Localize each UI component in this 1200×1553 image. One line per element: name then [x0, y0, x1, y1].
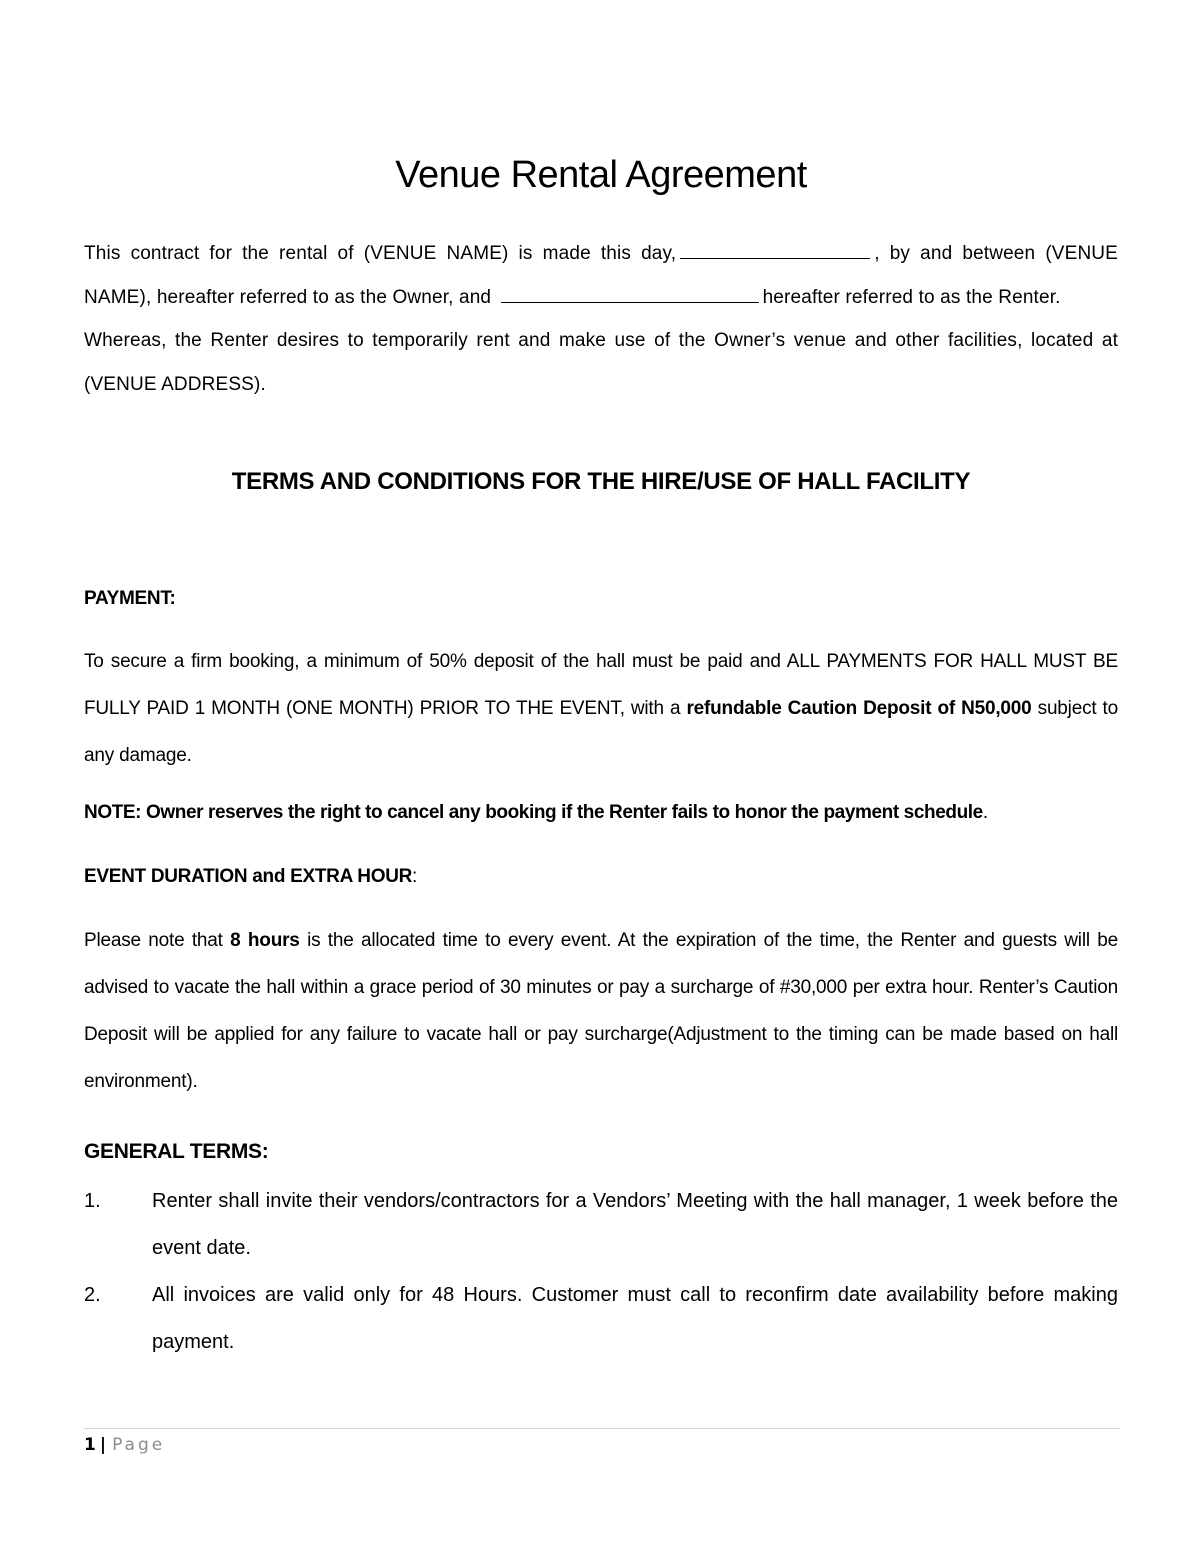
list-item-text: Renter shall invite their vendors/contractors for a Vendors’ Meeting with the hall manager, 1 week before the event date. — [152, 1190, 1118, 1259]
payment-heading: PAYMENT: — [84, 588, 176, 609]
duration-hours: 8 hours — [230, 930, 300, 951]
list-item-text: All invoices are valid only for 48 Hours. Customer must call to reconfirm date availability before making payment. — [152, 1284, 1118, 1353]
terms-section-title: TERMS AND CONDITIONS FOR THE HIRE/USE OF HALL FACILITY — [231, 468, 971, 495]
payment-paragraph — [84, 638, 1118, 779]
duration-text-1: Please note that — [84, 930, 223, 951]
renter-blank-line — [501, 282, 759, 303]
list-item — [84, 1272, 1118, 1366]
intro-section — [84, 232, 1118, 406]
date-blank-line — [680, 238, 870, 259]
intro-paragraph-1 — [84, 232, 1118, 319]
list-item-number: 2. — [84, 1284, 101, 1306]
payment-text-1: To secure a firm booking, a minimum of 50% deposit of the hall must be paid and ALL PAYMENTS FOR HALL MUST BE FULLY PAID 1 MONTH (ONE MONTH) PRIOR TO THE EVENT, with a — [84, 651, 1118, 719]
general-terms-list — [84, 1178, 1118, 1366]
duration-text-2: is the allocated time to every event. At the expiration of the time, the Renter and guests will be advised to vacate the hall within a grace period of 30 minutes or pay a surcharge of #30,000 per extra hour. Renter’s Caution Deposit will be applied for any failure to vacate hall or pay surcharge(Adjustment to the timing can be made based on hall environment). — [84, 930, 1118, 1092]
list-item — [84, 1178, 1118, 1272]
duration-heading-text: EVENT DURATION and EXTRA HOUR — [84, 866, 413, 887]
footer-divider — [84, 1428, 1120, 1429]
payment-caution-deposit: refundable Caution Deposit of N50,000 — [686, 698, 1032, 719]
general-terms-heading: GENERAL TERMS: — [84, 1140, 269, 1163]
list-item-number: 1. — [84, 1190, 101, 1212]
document-body — [84, 150, 1118, 1366]
intro-text-2: , by and between (VENUE NAME), hereafter referred to as the Owner, and — [84, 243, 1119, 308]
payment-text-2: subject to any damage. — [84, 698, 1118, 766]
intro-paragraph-2: Whereas, the Renter desires to temporarily rent and make use of the Owner’s venue and other facilities, located at (VENUE ADDRESS). — [84, 330, 1118, 395]
intro-text-3: hereafter referred to as the Renter. — [762, 286, 1061, 308]
footer-separator: | — [99, 1435, 107, 1455]
payment-note — [84, 800, 1118, 826]
page-number: 1 — [84, 1435, 96, 1455]
payment-note-text: NOTE: Owner reserves the right to cancel any booking if the Renter fails to honor the payment schedule — [84, 802, 983, 823]
page-footer — [84, 1433, 165, 1457]
duration-paragraph — [84, 917, 1118, 1105]
intro-text-1: This contract for the rental of (VENUE NAME) is made this day, — [84, 243, 677, 264]
page-label: Page — [112, 1435, 166, 1455]
duration-heading-end: : — [412, 866, 418, 887]
duration-heading — [84, 864, 1118, 890]
payment-note-end: . — [982, 802, 988, 823]
document-title: Venue Rental Agreement — [395, 154, 807, 196]
